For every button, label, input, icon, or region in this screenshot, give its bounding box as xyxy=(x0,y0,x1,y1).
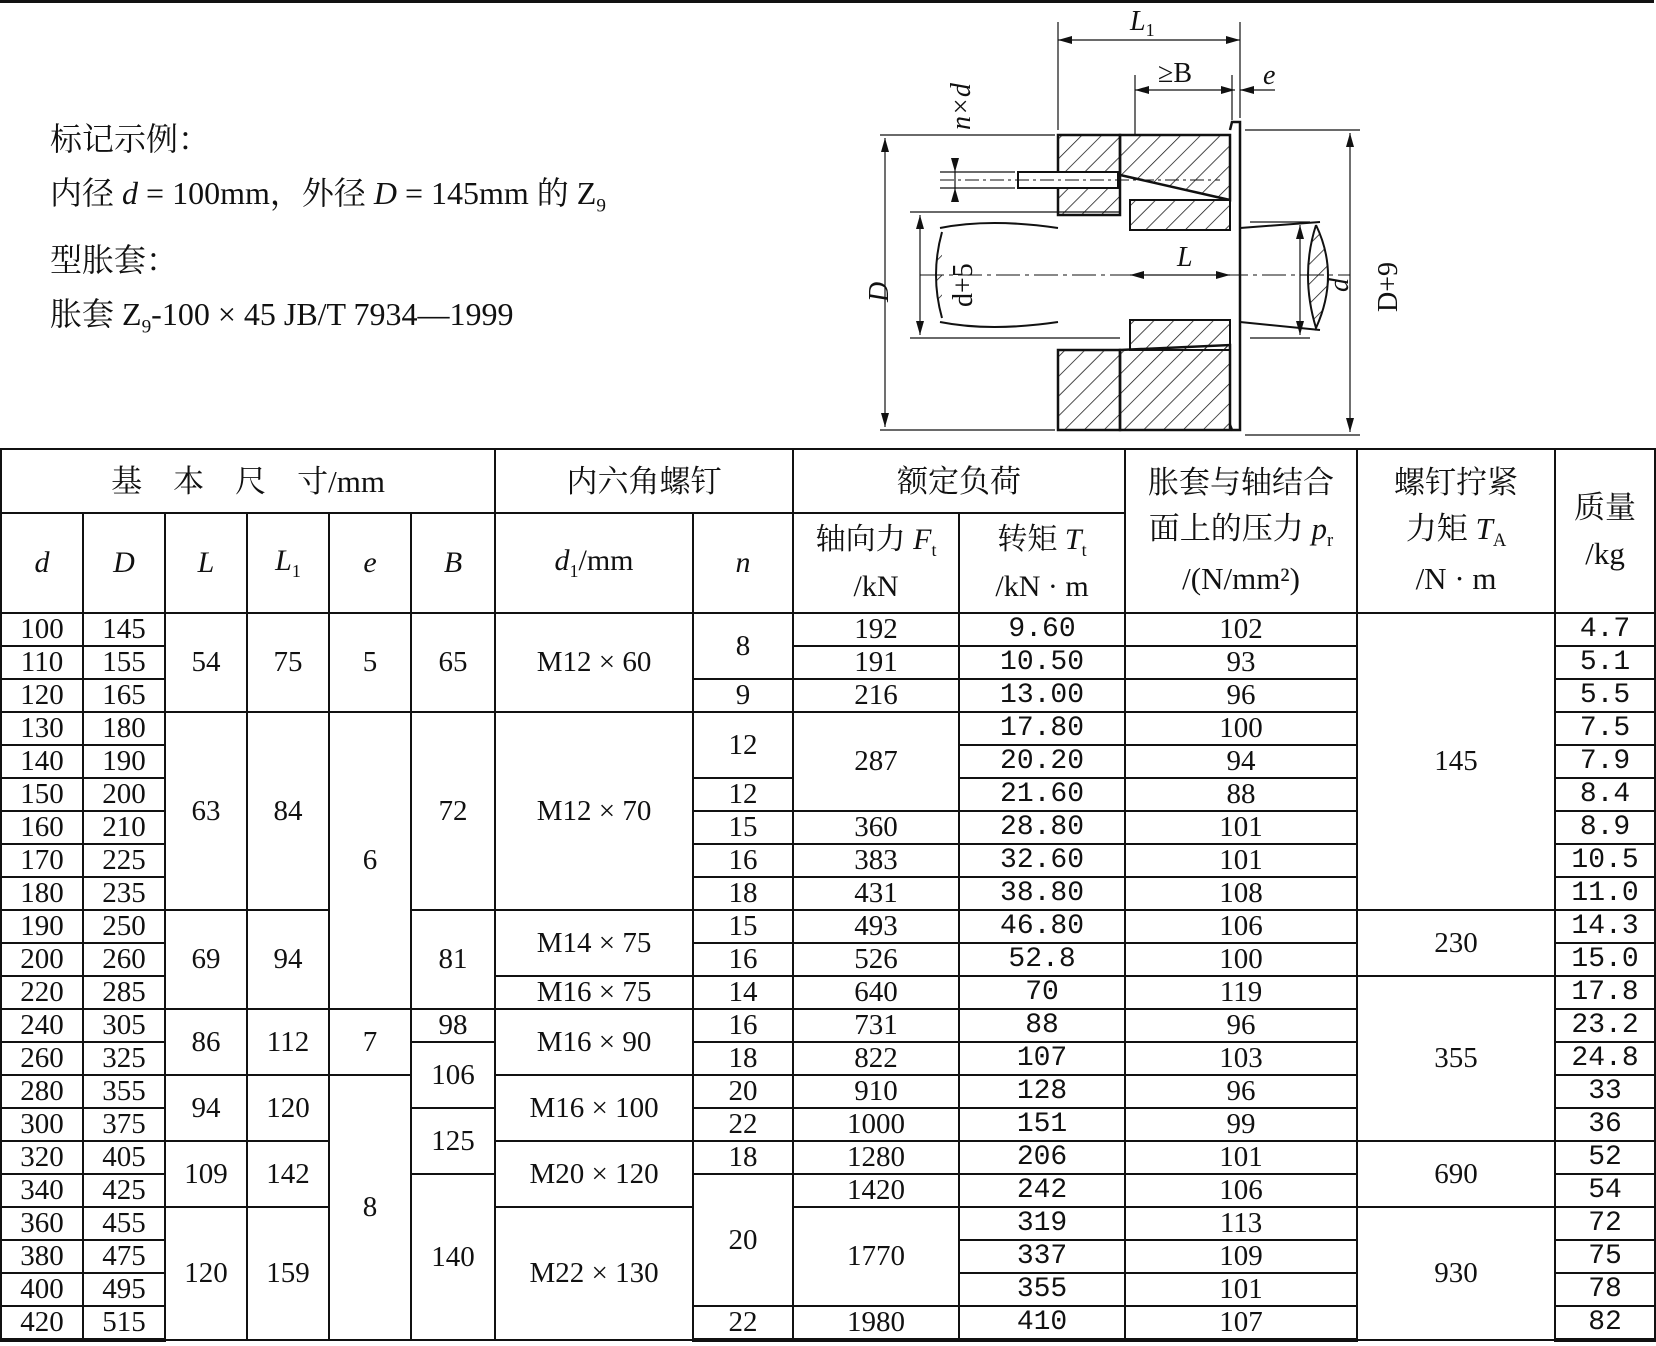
symbol: T xyxy=(1475,511,1493,547)
cell-d: 240 xyxy=(1,1009,83,1042)
header-L: L xyxy=(165,513,247,613)
cell-L: 94 xyxy=(165,1075,247,1141)
header-D: D xyxy=(83,513,165,613)
cell-D: 250 xyxy=(83,910,165,943)
cell-n: 18 xyxy=(693,1042,793,1075)
subscript: 1 xyxy=(569,561,579,581)
header-n: n xyxy=(693,513,793,613)
cell-n: 15 xyxy=(693,811,793,844)
cell-D: 145 xyxy=(83,613,165,646)
inner-ring-section-bottom xyxy=(1130,320,1230,350)
cell-Ft: 1280 xyxy=(793,1141,959,1174)
cell-Ft: 822 xyxy=(793,1042,959,1075)
cell-Ft: 493 xyxy=(793,910,959,943)
cell-d1: M16 × 100 xyxy=(495,1075,693,1141)
cell-mass: 8.9 xyxy=(1555,811,1655,844)
cell-pr: 93 xyxy=(1125,646,1357,679)
cell-L1: 142 xyxy=(247,1141,329,1207)
cell-L1: 120 xyxy=(247,1075,329,1141)
marking-title: 标记示例： xyxy=(50,121,211,157)
cell-d: 160 xyxy=(1,811,83,844)
symbol: p xyxy=(1311,511,1328,547)
cell-d: 110 xyxy=(1,646,83,679)
cell-Tt: 32.60 xyxy=(959,844,1125,877)
cell-mass: 15.0 xyxy=(1555,943,1655,976)
text: 螺钉拧紧 xyxy=(1394,464,1519,500)
cell-D: 260 xyxy=(83,943,165,976)
cell-B: 140 xyxy=(411,1174,495,1340)
cell-Tt: 20.20 xyxy=(959,745,1125,778)
cell-Tt: 10.50 xyxy=(959,646,1125,679)
outer-ring-section-bottom xyxy=(1058,350,1120,430)
expansion-sleeve-drawing xyxy=(864,0,1440,445)
cell-pr: 96 xyxy=(1125,679,1357,712)
cell-d: 200 xyxy=(1,943,83,976)
cell-D: 180 xyxy=(83,712,165,745)
cell-Tt: 88 xyxy=(959,1009,1125,1042)
cell-mass: 82 xyxy=(1555,1306,1655,1340)
cell-D: 475 xyxy=(83,1240,165,1273)
cell-Ft: 431 xyxy=(793,877,959,910)
cell-Tt: 70 xyxy=(959,976,1125,1009)
cell-mass: 24.8 xyxy=(1555,1042,1655,1075)
cell-Ft: 731 xyxy=(793,1009,959,1042)
cell-d: 190 xyxy=(1,910,83,943)
cell-d: 140 xyxy=(1,745,83,778)
cell-Tt: 13.00 xyxy=(959,679,1125,712)
cell-TA: 145 xyxy=(1357,613,1555,910)
cell-pr: 101 xyxy=(1125,844,1357,877)
cell-mass: 17.8 xyxy=(1555,976,1655,1009)
cell-Tt: 128 xyxy=(959,1075,1125,1108)
inner-ring-section-top xyxy=(1130,200,1230,230)
table-row xyxy=(1,1207,1655,1240)
cell-e: 8 xyxy=(329,1075,411,1340)
symbol: d xyxy=(554,544,570,577)
symbol-D: D xyxy=(373,175,397,211)
cell-Tt: 28.80 xyxy=(959,811,1125,844)
header-socket-screw: 内六角螺钉 xyxy=(495,449,793,513)
cell-Tt: 21.60 xyxy=(959,778,1125,811)
cell-D: 515 xyxy=(83,1306,165,1340)
header-contact-pressure xyxy=(1125,449,1357,613)
cell-B: 98 xyxy=(411,1009,495,1042)
cell-pr: 109 xyxy=(1125,1240,1357,1273)
subscript: t xyxy=(931,540,937,560)
cell-pr: 101 xyxy=(1125,1141,1357,1174)
cell-d: 380 xyxy=(1,1240,83,1273)
marking-example xyxy=(50,112,606,355)
cell-d1: M16 × 75 xyxy=(495,976,693,1009)
cell-D: 165 xyxy=(83,679,165,712)
cell-d: 280 xyxy=(1,1075,83,1108)
cell-Ft: 383 xyxy=(793,844,959,877)
cell-mass: 54 xyxy=(1555,1174,1655,1207)
label-D9: D+9 xyxy=(1373,261,1404,312)
cell-mass: 14.3 xyxy=(1555,910,1655,943)
cell-TA: 690 xyxy=(1357,1141,1555,1207)
cell-n: 12 xyxy=(693,778,793,811)
cell-pr: 100 xyxy=(1125,712,1357,745)
cell-d1: M20 × 120 xyxy=(495,1141,693,1207)
text: 力矩 xyxy=(1405,511,1476,547)
cell-Tt: 52.8 xyxy=(959,943,1125,976)
cell-mass: 36 xyxy=(1555,1108,1655,1141)
cell-TA: 230 xyxy=(1357,910,1555,976)
taper-section-top xyxy=(1120,135,1230,200)
cell-mass: 5.1 xyxy=(1555,646,1655,679)
cell-B: 106 xyxy=(411,1042,495,1108)
cell-d: 180 xyxy=(1,877,83,910)
cell-d: 420 xyxy=(1,1306,83,1340)
cell-L1: 112 xyxy=(247,1009,329,1075)
cell-D: 210 xyxy=(83,811,165,844)
cell-n: 22 xyxy=(693,1306,793,1340)
cell-D: 405 xyxy=(83,1141,165,1174)
cell-n: 18 xyxy=(693,1141,793,1174)
cell-Ft: 1000 xyxy=(793,1108,959,1141)
cell-n: 20 xyxy=(693,1174,793,1306)
cell-D: 225 xyxy=(83,844,165,877)
cell-pr: 94 xyxy=(1125,745,1357,778)
marking-line-1 xyxy=(50,166,606,233)
cell-n: 15 xyxy=(693,910,793,943)
cell-Tt: 410 xyxy=(959,1306,1125,1340)
cell-Tt: 38.80 xyxy=(959,877,1125,910)
label-nxd: n×d xyxy=(946,83,977,130)
header-mass xyxy=(1555,449,1655,613)
cell-L1: 159 xyxy=(247,1207,329,1340)
cell-Ft: 1420 xyxy=(793,1174,959,1207)
cell-Ft: 192 xyxy=(793,613,959,646)
cell-d1: M12 × 70 xyxy=(495,712,693,910)
cell-D: 200 xyxy=(83,778,165,811)
cell-Tt: 355 xyxy=(959,1273,1125,1306)
text: 质量 xyxy=(1574,489,1637,525)
shaft-right-break xyxy=(1308,225,1328,328)
label-d5: d+5 xyxy=(948,263,979,307)
cell-D: 375 xyxy=(83,1108,165,1141)
cell-L1: 84 xyxy=(247,712,329,910)
cell-e: 7 xyxy=(329,1009,411,1075)
flange-outline xyxy=(1230,122,1240,430)
cell-Ft: 360 xyxy=(793,811,959,844)
text: = 145mm 的 Z xyxy=(396,175,597,211)
cell-Tt: 206 xyxy=(959,1141,1125,1174)
header-d: d xyxy=(1,513,83,613)
cell-B: 81 xyxy=(411,910,495,1009)
cell-D: 425 xyxy=(83,1174,165,1207)
cell-B: 65 xyxy=(411,613,495,712)
cell-L: 109 xyxy=(165,1141,247,1207)
cell-n: 9 xyxy=(693,679,793,712)
cell-Tt: 46.80 xyxy=(959,910,1125,943)
cell-Tt: 9.60 xyxy=(959,613,1125,646)
specification-table xyxy=(0,448,1656,1342)
unit: /kN xyxy=(853,570,899,603)
cell-B: 72 xyxy=(411,712,495,910)
unit: /N · m xyxy=(1415,560,1497,596)
cell-L: 86 xyxy=(165,1009,247,1075)
cell-pr: 96 xyxy=(1125,1075,1357,1108)
cell-pr: 119 xyxy=(1125,976,1357,1009)
cell-TA: 930 xyxy=(1357,1207,1555,1340)
cell-d: 220 xyxy=(1,976,83,1009)
unit: /kg xyxy=(1585,536,1625,571)
symbol: F xyxy=(913,523,932,556)
cell-n: 22 xyxy=(693,1108,793,1141)
text: -100 × 45 JB/T 7934—1999 xyxy=(151,296,514,333)
cell-L: 63 xyxy=(165,712,247,910)
header-e: e xyxy=(329,513,411,613)
symbol-d: d xyxy=(122,175,139,211)
cell-B: 125 xyxy=(411,1108,495,1174)
subscript: 1 xyxy=(291,561,301,581)
unit: /(N/mm²) xyxy=(1182,560,1300,596)
cell-D: 325 xyxy=(83,1042,165,1075)
cell-mass: 5.5 xyxy=(1555,679,1655,712)
text: 内径 xyxy=(50,175,123,211)
text: 轴向力 xyxy=(815,523,914,556)
cell-pr: 99 xyxy=(1125,1108,1357,1141)
label-L: L xyxy=(1177,242,1193,273)
cell-Ft: 191 xyxy=(793,646,959,679)
cell-d: 170 xyxy=(1,844,83,877)
cell-L: 54 xyxy=(165,613,247,712)
cell-pr: 102 xyxy=(1125,613,1357,646)
cell-mass: 10.5 xyxy=(1555,844,1655,877)
cell-mass: 4.7 xyxy=(1555,613,1655,646)
cell-Tt: 319 xyxy=(959,1207,1125,1240)
cell-mass: 78 xyxy=(1555,1273,1655,1306)
cell-L: 69 xyxy=(165,910,247,1009)
cell-D: 155 xyxy=(83,646,165,679)
unit: /mm xyxy=(578,544,634,577)
cell-Ft: 216 xyxy=(793,679,959,712)
cell-d: 400 xyxy=(1,1273,83,1306)
text: 转矩 xyxy=(997,523,1065,556)
cell-pr: 113 xyxy=(1125,1207,1357,1240)
label-d: d xyxy=(1324,278,1355,292)
subscript: A xyxy=(1492,530,1507,552)
header-torque xyxy=(959,513,1125,613)
subscript: 9 xyxy=(596,195,606,217)
cell-d: 340 xyxy=(1,1174,83,1207)
cell-Tt: 242 xyxy=(959,1174,1125,1207)
header-rated-load: 额定负荷 xyxy=(793,449,1125,513)
taper-section-bottom xyxy=(1120,345,1230,430)
cell-d: 260 xyxy=(1,1042,83,1075)
cell-Tt: 151 xyxy=(959,1108,1125,1141)
cell-mass: 52 xyxy=(1555,1141,1655,1174)
cell-D: 190 xyxy=(83,745,165,778)
cell-pr: 106 xyxy=(1125,1174,1357,1207)
cell-mass: 75 xyxy=(1555,1240,1655,1273)
cell-Ft: 1770 xyxy=(793,1207,959,1306)
table-row xyxy=(1,1141,1655,1174)
cell-mass: 33 xyxy=(1555,1075,1655,1108)
cell-pr: 101 xyxy=(1125,811,1357,844)
header-axial-force xyxy=(793,513,959,613)
cell-D: 355 xyxy=(83,1075,165,1108)
cell-d: 300 xyxy=(1,1108,83,1141)
cell-d: 120 xyxy=(1,679,83,712)
cell-pr: 96 xyxy=(1125,1009,1357,1042)
cell-n: 12 xyxy=(693,712,793,778)
text: = 100mm，外径 xyxy=(138,175,374,211)
cell-e: 6 xyxy=(329,712,411,1009)
cell-d1: M12 × 60 xyxy=(495,613,693,712)
text: 面上的压力 xyxy=(1148,511,1312,547)
cell-d: 360 xyxy=(1,1207,83,1240)
cell-d: 130 xyxy=(1,712,83,745)
cell-TA: 355 xyxy=(1357,976,1555,1141)
cell-d: 320 xyxy=(1,1141,83,1174)
cell-L1: 94 xyxy=(247,910,329,1009)
cell-mass: 7.5 xyxy=(1555,712,1655,745)
cell-n: 18 xyxy=(693,877,793,910)
cell-mass: 7.9 xyxy=(1555,745,1655,778)
cell-mass: 8.4 xyxy=(1555,778,1655,811)
subscript: r xyxy=(1327,530,1334,552)
cell-n: 8 xyxy=(693,613,793,679)
label-L1: $L_1$ xyxy=(1130,6,1155,40)
marking-line-2: 型胀套： xyxy=(50,242,179,279)
cell-n: 16 xyxy=(693,844,793,877)
cell-n: 16 xyxy=(693,1009,793,1042)
cell-d1: M16 × 90 xyxy=(495,1009,693,1075)
cell-e: 5 xyxy=(329,613,411,712)
cell-n: 20 xyxy=(693,1075,793,1108)
symbol: L xyxy=(275,544,292,577)
cell-pr: 100 xyxy=(1125,943,1357,976)
cell-L: 120 xyxy=(165,1207,247,1340)
cell-Ft: 526 xyxy=(793,943,959,976)
header-d1 xyxy=(495,513,693,613)
label-D: D xyxy=(864,281,895,302)
cell-Ft: 1980 xyxy=(793,1306,959,1340)
cell-n: 16 xyxy=(693,943,793,976)
cell-d: 100 xyxy=(1,613,83,646)
subscript: t xyxy=(1081,540,1087,560)
cell-pr: 107 xyxy=(1125,1306,1357,1340)
cell-Ft: 287 xyxy=(793,712,959,811)
label-B: ≥B xyxy=(1158,58,1193,89)
cell-D: 495 xyxy=(83,1273,165,1306)
cell-pr: 106 xyxy=(1125,910,1357,943)
header-L1 xyxy=(247,513,329,613)
cell-pr: 101 xyxy=(1125,1273,1357,1306)
header-row-1 xyxy=(1,449,1655,513)
cell-Tt: 107 xyxy=(959,1042,1125,1075)
label-e: e xyxy=(1263,60,1276,91)
cell-Ft: 640 xyxy=(793,976,959,1009)
subscript: 9 xyxy=(141,316,152,338)
cell-d1: M22 × 130 xyxy=(495,1207,693,1340)
cell-D: 235 xyxy=(83,877,165,910)
cell-pr: 103 xyxy=(1125,1042,1357,1075)
cell-n: 14 xyxy=(693,976,793,1009)
text: 胀套 Z xyxy=(50,296,142,333)
cell-d1: M14 × 75 xyxy=(495,910,693,976)
unit: /kN · m xyxy=(995,570,1089,603)
cell-pr: 108 xyxy=(1125,877,1357,910)
header-tightening-torque xyxy=(1357,449,1555,613)
cell-Ft: 910 xyxy=(793,1075,959,1108)
cell-mass: 72 xyxy=(1555,1207,1655,1240)
cell-D: 455 xyxy=(83,1207,165,1240)
table-row xyxy=(1,613,1655,646)
marking-line-3 xyxy=(50,287,606,354)
cell-D: 285 xyxy=(83,976,165,1009)
cell-mass: 11.0 xyxy=(1555,877,1655,910)
cell-d: 150 xyxy=(1,778,83,811)
cell-L1: 75 xyxy=(247,613,329,712)
cell-Tt: 337 xyxy=(959,1240,1125,1273)
header-B: B xyxy=(411,513,495,613)
cell-Tt: 17.80 xyxy=(959,712,1125,745)
cell-D: 305 xyxy=(83,1009,165,1042)
table-row xyxy=(1,910,1655,943)
symbol: T xyxy=(1064,523,1082,556)
header-basic-dimensions: 基 本 尺 寸/mm xyxy=(1,449,495,513)
cell-pr: 88 xyxy=(1125,778,1357,811)
text: 胀套与轴结合 xyxy=(1148,464,1335,500)
cell-mass: 23.2 xyxy=(1555,1009,1655,1042)
